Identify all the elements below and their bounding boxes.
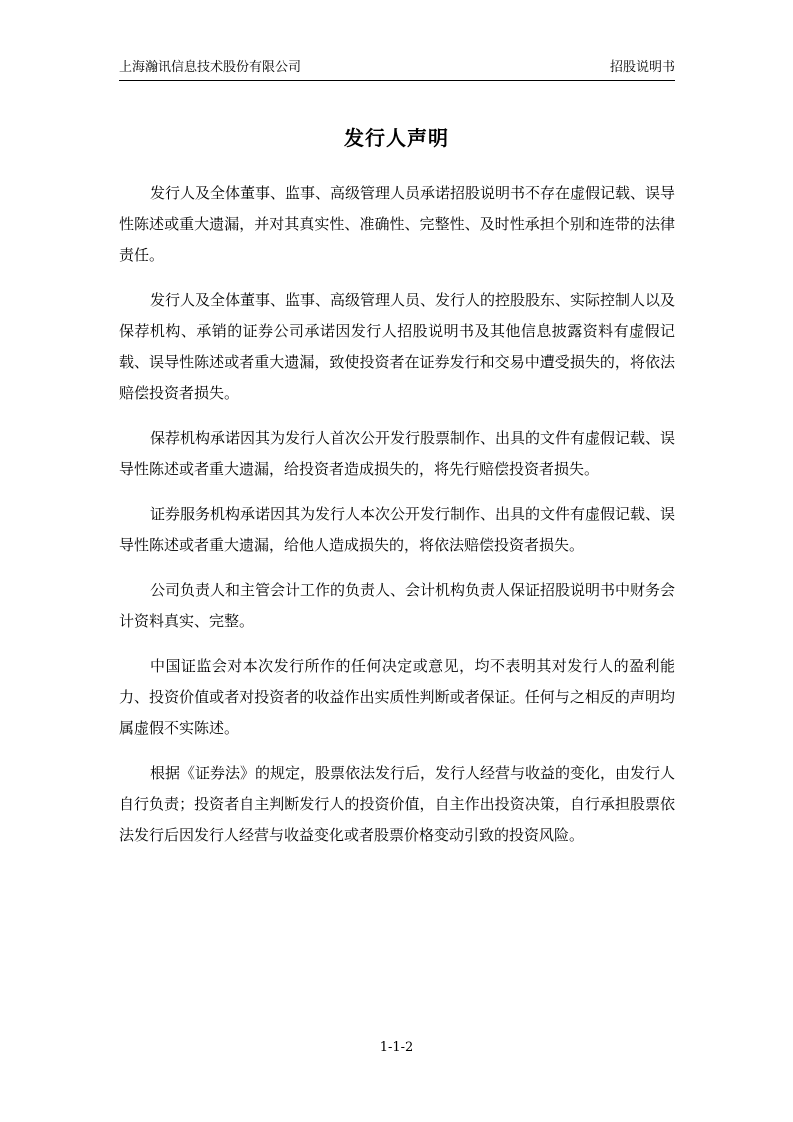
header-document-type: 招股说明书	[609, 60, 675, 75]
page-title: 发行人声明	[344, 126, 449, 150]
paragraph-7: 根据《证券法》的规定，股票依法发行后，发行人经营与收益的变化，由发行人自行负责；投资者自主判断发行人的投资价值，自主作出投资决策，自行承担股票依法发行后因发行人经营与收益变化或者股票价格变动引致的投资风险。	[119, 764, 676, 844]
paragraph-5: 公司负责人和主管会计工作的负责人、会计机构负责人保证招股说明书中财务会计资料真实、完整。	[119, 581, 676, 630]
page-header	[119, 56, 675, 81]
paragraph-2: 发行人及全体董事、监事、高级管理人员、发行人的控股股东、实际控制人以及保荐机构、承销的证券公司承诺因发行人招股说明书及其他信息披露资料有虚假记载、误导性陈述或者重大遗漏，致使投资者在证券发行和交易中遭受损失的，将依法赔偿投资者损失。	[119, 291, 676, 402]
statement-body	[119, 178, 675, 865]
paragraph-4: 证券服务机构承诺因其为发行人本次公开发行制作、出具的文件有虚假记载、误导性陈述或者重大遗漏，给他人造成损失的，将依法赔偿投资者损失。	[119, 505, 676, 554]
page-number: 1-1-2	[379, 1040, 414, 1055]
paragraph-1: 发行人及全体董事、监事、高级管理人员承诺招股说明书不存在虚假记载、误导性陈述或重大遗漏，并对其真实性、准确性、完整性、及时性承担个别和连带的法律责任。	[119, 184, 676, 264]
paragraph-6: 中国证监会对本次发行所作的任何决定或意见，均不表明其对发行人的盈利能力、投资价值或者对投资者的收益作出实质性判断或者保证。任何与之相反的声明均属虚假不实陈述。	[119, 657, 675, 737]
paragraph-3: 保荐机构承诺因其为发行人首次公开发行股票制作、出具的文件有虚假记载、误导性陈述或者重大遗漏，给投资者造成损失的，将先行赔偿投资者损失。	[119, 429, 676, 478]
header-company-name: 上海瀚讯信息技术股份有限公司	[119, 60, 302, 75]
